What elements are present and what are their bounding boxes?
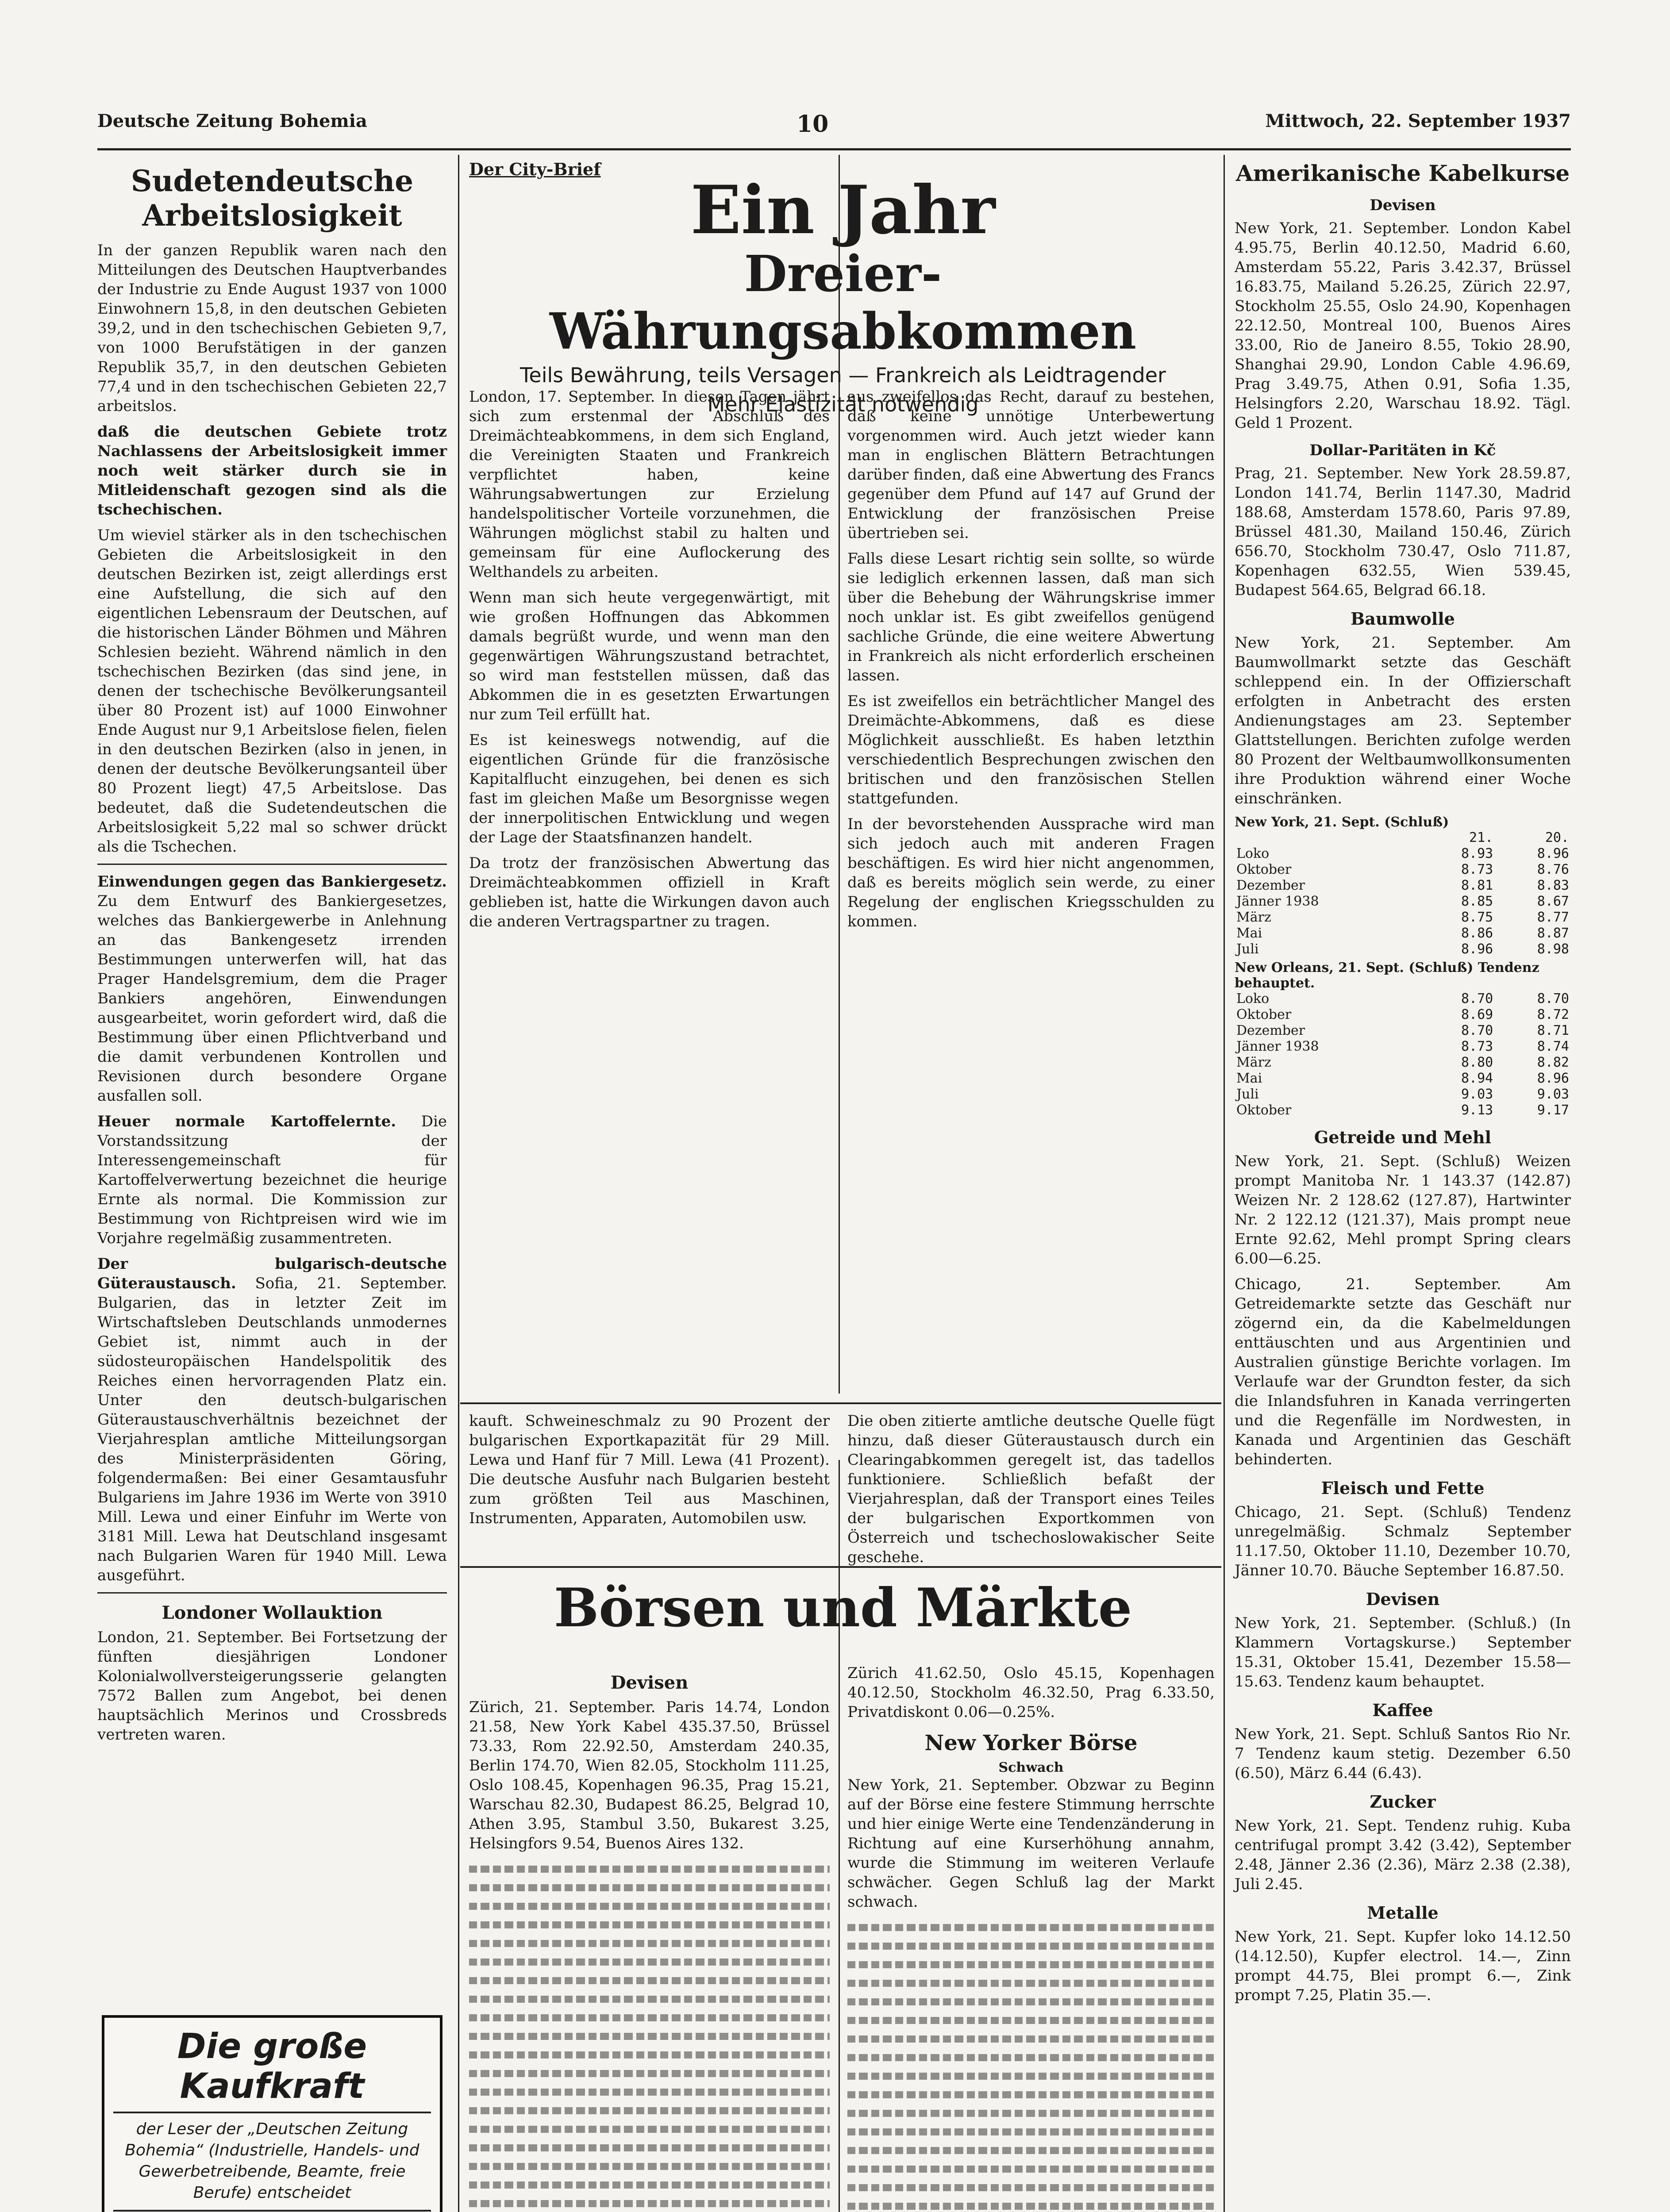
dollar-text: Prag, 21. September. New York 28.59.87, London 141.74, Berlin 1147.30, Madrid 188.68, Amsterdam 1578.60, Paris 97.89, Brüssel 481.30, Mailand 150.46, Zürich 656.70, Stockholm 730.47, Oslo 711.87, Kopenhagen 632.55, Wien 539.45, Budapest 564.65, Belgrad 66.18. — [1235, 465, 1571, 599]
bank-heading: Einwendungen gegen das Bankiergesetz. — [97, 873, 447, 891]
table-row — [1235, 910, 1571, 926]
grain-text: New York, 21. Sept. (Schluß) Weizen prompt Manitoba Nr. 1 143.37 (142.87) Weizen Nr. 2 128.62 (127.87), Hartwinter Nr. 2 122.12 (121.37), Mais prompt neue Ernte 92.62, Mehl prompt Spring clears 6.00—6.25. — [1235, 1152, 1571, 1267]
cotton-value: 8.67 — [1537, 894, 1569, 909]
cotton-value: 8.83 — [1537, 878, 1569, 893]
orleans-month: Oktober — [1236, 1007, 1292, 1022]
table-row — [1235, 1055, 1571, 1071]
center-column-1 — [469, 387, 830, 1391]
cotton-value: 8.96 — [1537, 846, 1569, 861]
potato-heading: Heuer normale Kartoffelernte. — [97, 1113, 396, 1130]
cotton-value: 8.81 — [1461, 878, 1493, 893]
orleans-value: 8.70 — [1461, 1023, 1493, 1038]
cotton-value: 8.87 — [1537, 926, 1569, 941]
potato-article — [97, 1112, 447, 1248]
table-row — [1235, 1102, 1571, 1118]
article-end-rule — [460, 1402, 1221, 1404]
cotton-month: Oktober — [1236, 862, 1292, 877]
article-para-4: Da trotz der französischen Abwertung das Dreimächteabkommen offiziell in Kraft geblieben ist, hatte die Wirkungen davon auch die anderen Vertragspartner zu tragen. — [469, 854, 830, 930]
market-quotes-block — [469, 1859, 830, 2212]
right-column — [1235, 159, 1571, 2212]
nyb-sub: Schwach — [998, 1760, 1064, 1775]
right-devisen-text: New York, 21. September. London Kabel 4.95.75, Berlin 40.12.50, Madrid 6.60, Amsterdam 55.22, Paris 3.42.37, Brüssel 16.83.75, Mailand 5.26.25, Zürich 22.97, Stockholm 25.55, Oslo 24.90, Kopenhagen 22.12.50, Montreal 100, Buenos Aires 33.00, Rio de Janeiro 8.55, Tokio 28.90, Shanghai 29.90, London Cable 4.96.69, Prag 3.49.75, Athen 0.91, Sofia 1.35, Helsingfors 2.20, Warschau 18.92. Tägl. Geld 1 Prozent. — [1235, 219, 1571, 432]
unemployment-title-line1: Sudetendeutsche — [131, 164, 414, 198]
table-row — [1235, 1007, 1571, 1023]
cotton-month: Dezember — [1236, 878, 1305, 893]
cotton-table-head: New York, 21. Sept. (Schluß) — [1235, 814, 1449, 830]
advertisement-box — [102, 2015, 443, 2212]
article-col2-para-1: aus zweifellos das Recht, darauf zu bestehen, daß keine unnötige Unterbewertung vorgenommen wird. Auch jetzt wieder kann man in englischen Blättern Betrachtungen darüber finden, daß eine Abwertung des Francs gegenüber dem Pfund auf 147 auf Grund der Entwicklung der französischen Preise übertrieben sei. — [847, 388, 1215, 542]
column-divider — [839, 1460, 840, 2212]
cotton-value: 8.86 — [1461, 926, 1493, 941]
newspaper-name: Deutsche Zeitung Bohemia — [97, 111, 367, 131]
sugar-text: New York, 21. Sept. Tendenz ruhig. Kuba centrifugal prompt 3.42 (3.42), September 2.48, Jänner 2.36 (2.36), März 2.38 (2.38), Juli 2.45. — [1235, 1817, 1571, 1893]
bulgar-heading: Der bulgarisch-deutsche Güteraustausch. — [97, 1255, 447, 1292]
orleans-value: 8.82 — [1537, 1055, 1569, 1070]
orleans-value: 9.03 — [1461, 1087, 1493, 1102]
metal-heading: Metalle — [1367, 1903, 1439, 1923]
bulgar-text: Sofia, 21. September. Bulgarien, das in letzter Zeit im Wirtschaftsleben Deutschlands unmodernes Gebiet ist, nimmt auch in der südosteuropäischen Handelspolitik des Reiches einen hervorragenden Platz ein. Unter den deutsch-bulgarischen Güteraustauschverhältnis bezeichnet der Vierjahresplan amtliche Mitteilungsorgan des Ministerpräsidenten Göring, folgendermaßen: Bei einer Gesamtausfuhr Bulgariens im Jahre 1936 im Werte von 3910 Mill. Lewa und einer Einfuhr im Werte von 3181 Mill. Lewa hat Deutschland insgesamt nach Bulgarien Waren für 1940 Mill. Lewa ausgeführt. — [97, 1275, 447, 1584]
markets-devisen-heading: Devisen — [610, 1672, 689, 1693]
cotton-month: Jänner 1938 — [1236, 894, 1319, 909]
leather-text: New York, 21. September. (Schluß.) (In Klammern Vortagskurse.) September 15.31, Oktober 15.41, Dezember 15.58—15.63. Tendenz kaum behauptet. — [1235, 1614, 1571, 1690]
nyb-quotes-block — [847, 1918, 1215, 2212]
right-devisen-heading: Devisen — [1370, 196, 1436, 214]
coffee-heading: Kaffee — [1372, 1700, 1433, 1720]
cotton-col-a: 21. — [1469, 830, 1493, 845]
cotton-table-header — [1235, 830, 1571, 846]
lower-center-left — [469, 1411, 830, 1557]
section-rule — [97, 864, 447, 865]
cotton-value: 8.96 — [1461, 941, 1493, 957]
orleans-month: Juli — [1236, 1087, 1259, 1102]
orleans-month: Oktober — [1236, 1102, 1292, 1118]
orleans-value: 8.72 — [1537, 1007, 1569, 1022]
bank-article — [97, 872, 447, 1106]
potato-text: Die Vorstandssitzung der Interessengemeinschaft für Kartoffelverwertung bezeichnet die heurige Ernte als normal. Die Kommission zur Bestimmung von Richtpreisen wird wie im Vorjahre regelmäßig zusammentreten. — [97, 1113, 447, 1247]
orleans-value: 8.94 — [1461, 1071, 1493, 1086]
cotton-month: Mai — [1236, 926, 1262, 941]
fat-heading: Fleisch und Fette — [1321, 1478, 1485, 1498]
issue-date: Mittwoch, 22. September 1937 — [1265, 111, 1571, 131]
markets-header — [469, 1575, 1217, 1663]
ad-title: Die große Kaufkraft — [177, 2027, 367, 2106]
table-row — [1235, 1023, 1571, 1039]
orleans-value: 8.80 — [1461, 1055, 1493, 1070]
nyb-text: New York, 21. September. Obzwar zu Beginn auf der Börse eine festere Stimmung herrschte und hier einige Werte eine Tendenzänderung in Richtung auf eine Kurserhöhung annahm, wurde die Stimmung im weiteren Verlaufe schwächer. Gegen Schluß lag der Markt schwach. — [847, 1776, 1215, 1911]
orleans-value: 9.17 — [1537, 1102, 1569, 1118]
cotton-text: New York, 21. September. Am Baumwollmarkt setzte das Geschäft schleppend ein. In der Offizierschaft erfolgten in Anbetracht des ersten Andienungstages am 23. September Glattstellungen. Berichten zufolge werden 80 Prozent der Weltbaumwollkonsumenten ihre Produktion während einer Woche einschränken. — [1235, 634, 1571, 807]
cotton-month: Juli — [1236, 941, 1259, 957]
article-subtitle: Teils Bewährung, teils Versagen — Frankreich als Leidtragender — [520, 363, 1166, 387]
table-row — [1235, 991, 1571, 1007]
center-headline — [469, 159, 1217, 416]
bulgar-continuation-1: kauft. Schweineschmalz zu 90 Prozent der bulgarischen Exportkapazität für 29 Mill. Lewa und Hanf für 7 Mill. Lewa (41 Prozent). Die deutsche Ausfuhr nach Bulgarien besteht zum größten Teil aus Maschinen, Instrumenten, Apparaten, Automobilen usw. — [469, 1412, 830, 1527]
markets-column-2 — [847, 1663, 1215, 2212]
fat-text: Chicago, 21. Sept. (Schluß) Tendenz unregelmäßig. Schmalz September 11.17.50, Oktober 11.10, Dezember 10.70, Jänner 10.70. Bäuche September 16.87.50. — [1235, 1503, 1571, 1579]
table-row — [1235, 926, 1571, 941]
unemployment-para2: Um wieviel stärker als in den tschechischen Gebieten die Arbeitslosigkeit in den deutschen Bezirken ist, zeigt allerdings erst eine Aufstellung, die sich auf den eigentlichen Lebensraum der Deutschen, auf die historischen Länder Böhmen und Mähren Schlesien bezieht. Während nämlich in den tschechischen Bezirken (das sind jene, in denen der tschechische Bevölkerungsanteil über 80 Prozent ist) auf 1000 Einwohner Ende August nur 9,1 Arbeitslose fielen, fielen in den deutschen Bezirken (also in jenen, in denen der deutsche Bevölkerungsanteil über 80 Prozent liegt) 47,5 Arbeitslose. Das bedeutet, daß die Sudetendeutschen die Arbeitslosigkeit 5,22 mal so schwer drückt als die Tschechen. — [97, 526, 447, 856]
bulgar-article — [97, 1254, 447, 1585]
orleans-value: 9.13 — [1461, 1102, 1493, 1118]
article-para-1: London, 17. September. In diesen Tagen jährt sich zum erstenmal der Abschluß des Dreimächteabkommens, in dem sich England, die Vereinigten Staaten und Frankreich verpflichtet haben, keine Währungsabwertungen zur Erzielung handelspolitischer Vorteile vorzunehmen, die Währungen möglichst stabil zu halten und gemeinsam für eine Auflockerung des Welthandels zu arbeiten. — [469, 388, 830, 581]
orleans-value: 8.71 — [1537, 1023, 1569, 1038]
article-col2-para-4: In der bevorstehenden Aussprache wird man sich jedoch auch mit anderen Fragen beschäftigen. Es wird hier nicht angenommen, daß es bereits möglich sein werde, zu einer Regelung der englischen Kriegsschulden zu kommen. — [847, 815, 1215, 930]
coffee-text: New York, 21. Sept. Schluß Santos Rio Nr. 7 Tendenz kaum stetig. Dezember 6.50 (6.50), März 6.44 (6.43). — [1235, 1725, 1571, 1782]
orleans-value: 8.69 — [1461, 1007, 1493, 1022]
table-row — [1235, 878, 1571, 894]
cotton-table — [1235, 830, 1571, 957]
left-column — [97, 164, 447, 2212]
orleans-value: 8.74 — [1537, 1039, 1569, 1054]
cotton-value: 8.85 — [1461, 894, 1493, 909]
city-brief-label: Der City-Brief — [469, 159, 601, 179]
lower-center-right — [847, 1411, 1215, 1566]
orleans-value: 9.03 — [1537, 1087, 1569, 1102]
cotton-value: 8.75 — [1461, 910, 1493, 925]
cotton-value: 8.77 — [1537, 910, 1569, 925]
article-para-2: Wenn man sich heute vergegenwärtigt, mit wie großen Hoffnungen das Abkommen damals begrüßt wurde, und wenn man den gegenwärtigen Währungszustand betrachtet, so wird man feststellen müssen, daß das Abkommen die in es gesetzten Erwartungen nur zum Teil erfüllt hat. — [469, 589, 830, 723]
article-title-line1: Ein Jahr — [690, 171, 996, 249]
cotton-month: Loko — [1236, 846, 1270, 861]
header-rule — [97, 148, 1571, 150]
orleans-table-head: New Orleans, 21. Sept. (Schluß) Tendenz behauptet. — [1235, 960, 1539, 991]
cotton-month: März — [1236, 910, 1271, 925]
orleans-month: Loko — [1236, 991, 1270, 1006]
page-number: 10 — [797, 111, 829, 138]
cable-rates-title: Amerikanische Kabelkurse — [1235, 160, 1570, 186]
table-row — [1235, 846, 1571, 862]
cotton-value: 8.98 — [1537, 941, 1569, 957]
nyb-heading: New Yorker Börse — [924, 1731, 1138, 1755]
cotton-value: 8.73 — [1461, 862, 1493, 877]
markets-zurich-short: Zürich 41.62.50, Oslo 45.15, Kopenhagen 40.12.50, Stockholm 46.32.50, Prag 6.33.50, Privatdiskont 0.06—0.25%. — [847, 1664, 1215, 1721]
orleans-value: 8.73 — [1461, 1039, 1493, 1054]
orleans-value: 8.70 — [1461, 991, 1493, 1006]
ad-subtitle: der Leser der „Deutschen Zeitung Bohemia“ (Industrielle, Handels- und Gewerbetreibende, Beamte, freie Berufe) entscheidet — [125, 2120, 419, 2202]
article-para-3: Es ist keineswegs notwendig, auf die eigentlichen Gründe für die französische Kapitalflucht einzugehen, bei denen es sich fast im gleichen Maße um Besorgnisse wegen der innerpolitischen Entwicklung und wegen der Lage der Staatsfinanzen handelt. — [469, 731, 830, 846]
column-divider — [458, 155, 459, 2212]
table-row — [1235, 894, 1571, 910]
unemployment-title — [97, 164, 447, 233]
cotton-value: 8.93 — [1461, 846, 1493, 861]
ad-rule — [113, 2112, 431, 2113]
unemployment-intro: In der ganzen Republik waren nach den Mitteilungen des Deutschen Hauptverbandes der Industrie zu Ende August 1937 von 1000 Einwohnern 15,8, in den deutschen Gebieten 39,2, und in den tschechischen Gebieten 9,7, von 1000 Berufstätigen in der ganzen Republik 35,7, in den deutschen Gebieten 77,4 und in den tschechischen Gebieten 22,7 arbeitslos. — [97, 242, 447, 415]
bank-text: Zu dem Entwurf des Bankiergesetzes, welches das Bankiergewerbe in Anlehnung an das Bankengesetz irrenden Bestimmungen unterwerfen will, hat das Prager Handelsgremium, dem die Prager Bankiers angehören, Einwendungen ausgearbeitet, worin gefordert wird, daß die Bestimmung über einen Pflichtverband und die damit verbundenen Kontrollen und Revisionen durch besondere Organe ausfallen soll. — [97, 892, 447, 1105]
page-header — [97, 111, 1571, 146]
article-col2-para-2: Falls diese Lesart richtig sein sollte, so würde sie lediglich erkennen lassen, daß man sich über die Behebung der Währungskrise immer noch unklar ist. Es gibt zweifellos genügend sachliche Gründe, die eine weitere Abwertung in Frankreich als nicht erforderlich erscheinen lassen. — [847, 550, 1215, 684]
orleans-month: Mai — [1236, 1071, 1262, 1086]
markets-title: Börsen und Märkte — [554, 1577, 1132, 1639]
orleans-table — [1235, 991, 1571, 1118]
cotton-value: 8.76 — [1537, 862, 1569, 877]
center-column-2 — [847, 387, 1215, 1391]
unemployment-title-line2: Arbeitslosigkeit — [142, 198, 402, 233]
bulgar-continuation-2: Die oben zitierte amtliche deutsche Quelle fügt hinzu, daß dieser Güteraustausch durch ein Clearingabkommen geregelt ist, das tadellos funktioniere. Schließlich befaßt der Vierjahresplan, daß der Transport eines Teiles der bulgarischen Exportkommen von Österreich und tschechoslowakischer Seite geschehe. — [847, 1412, 1215, 1566]
markets-top-rule — [460, 1566, 1221, 1568]
table-row — [1235, 1071, 1571, 1087]
ad-rule — [113, 2210, 431, 2212]
orleans-month: Dezember — [1236, 1023, 1305, 1038]
table-row — [1235, 862, 1571, 878]
metal-text: New York, 21. Sept. Kupfer loko 14.12.50 (14.12.50), Kupfer electrol. 14.—, Zinn prompt 44.75, Blei prompt 6.—, Zink prompt 7.25, Platin 35.—. — [1235, 1928, 1571, 2004]
wool-heading: Londoner Wollauktion — [162, 1602, 383, 1623]
sugar-heading: Zucker — [1370, 1792, 1436, 1812]
unemployment-bold: daß die deutschen Gebiete trotz Nachlassens der Arbeitslosigkeit immer noch weit stärker durch sie in Mitleidenschaft gezogen sind als die tschechischen. — [97, 423, 447, 518]
markets-column-1 — [469, 1663, 830, 2212]
article-title-line2: Dreier-Währungsabkommen — [549, 245, 1137, 361]
chicago-text: Chicago, 21. September. Am Getreidemarkte setzte das Geschäft nur zögernd ein, da die Kabelmeldungen enttäuschten und aus Argentinien und Australien günstige Berichte vorlagen. Im Verlaufe war der Grundton fester, da sich die Inlandsfuhren in Kanada verringerten und die Regenfälle im Nordwesten, in Kanada und Argentinien das Geschäft behinderten. — [1235, 1275, 1571, 1468]
orleans-value: 8.96 — [1537, 1071, 1569, 1086]
column-divider — [1224, 155, 1225, 2212]
table-row — [1235, 1039, 1571, 1055]
orleans-month: März — [1236, 1055, 1271, 1070]
article-subtitle-2: Mehr Elastizität notwendig — [707, 392, 979, 416]
dollar-heading: Dollar-Paritäten in Kč — [1309, 442, 1496, 459]
leather-heading: Devisen — [1366, 1589, 1440, 1609]
grain-heading: Getreide und Mehl — [1314, 1127, 1492, 1147]
markets-devisen-text: Zürich, 21. September. Paris 14.74, London 21.58, New York Kabel 435.37.50, Brüssel 73.33, Rom 22.92.50, Amsterdam 240.35, Berlin 174.70, Wien 82.05, Stockholm 111.25, Oslo 108.45, Kopenhagen 96.35, Prag 15.21, Warschau 82.30, Budapest 86.25, Belgrad 10, Athen 3.95, Stambul 3.50, Bukarest 3.25, Helsingfors 9.54, Buenos Aires 132. — [469, 1698, 830, 1852]
wool-text: London, 21. September. Bei Fortsetzung der fünften diesjährigen Londoner Kolonialwollversteigerungsserie gelangten 7572 Ballen zum Angebot, bei denen hauptsächlich Merinos und Crossbreds vertreten waren. — [97, 1628, 447, 1743]
cotton-col-b: 20. — [1545, 830, 1569, 845]
orleans-month: Jänner 1938 — [1236, 1039, 1319, 1054]
table-row — [1235, 941, 1571, 957]
cotton-heading: Baumwolle — [1351, 609, 1455, 629]
table-row — [1235, 1087, 1571, 1102]
orleans-value: 8.70 — [1537, 991, 1569, 1006]
section-rule — [97, 1592, 447, 1594]
article-col2-para-3: Es ist zweifellos ein beträchtlicher Mangel des Dreimächte-Abkommens, daß es diese Möglichkeit ausschließt. Es haben letzthin verschiedentlich Besprechungen zwischen den britischen und den französischen Stellen stattgefunden. — [847, 692, 1215, 807]
